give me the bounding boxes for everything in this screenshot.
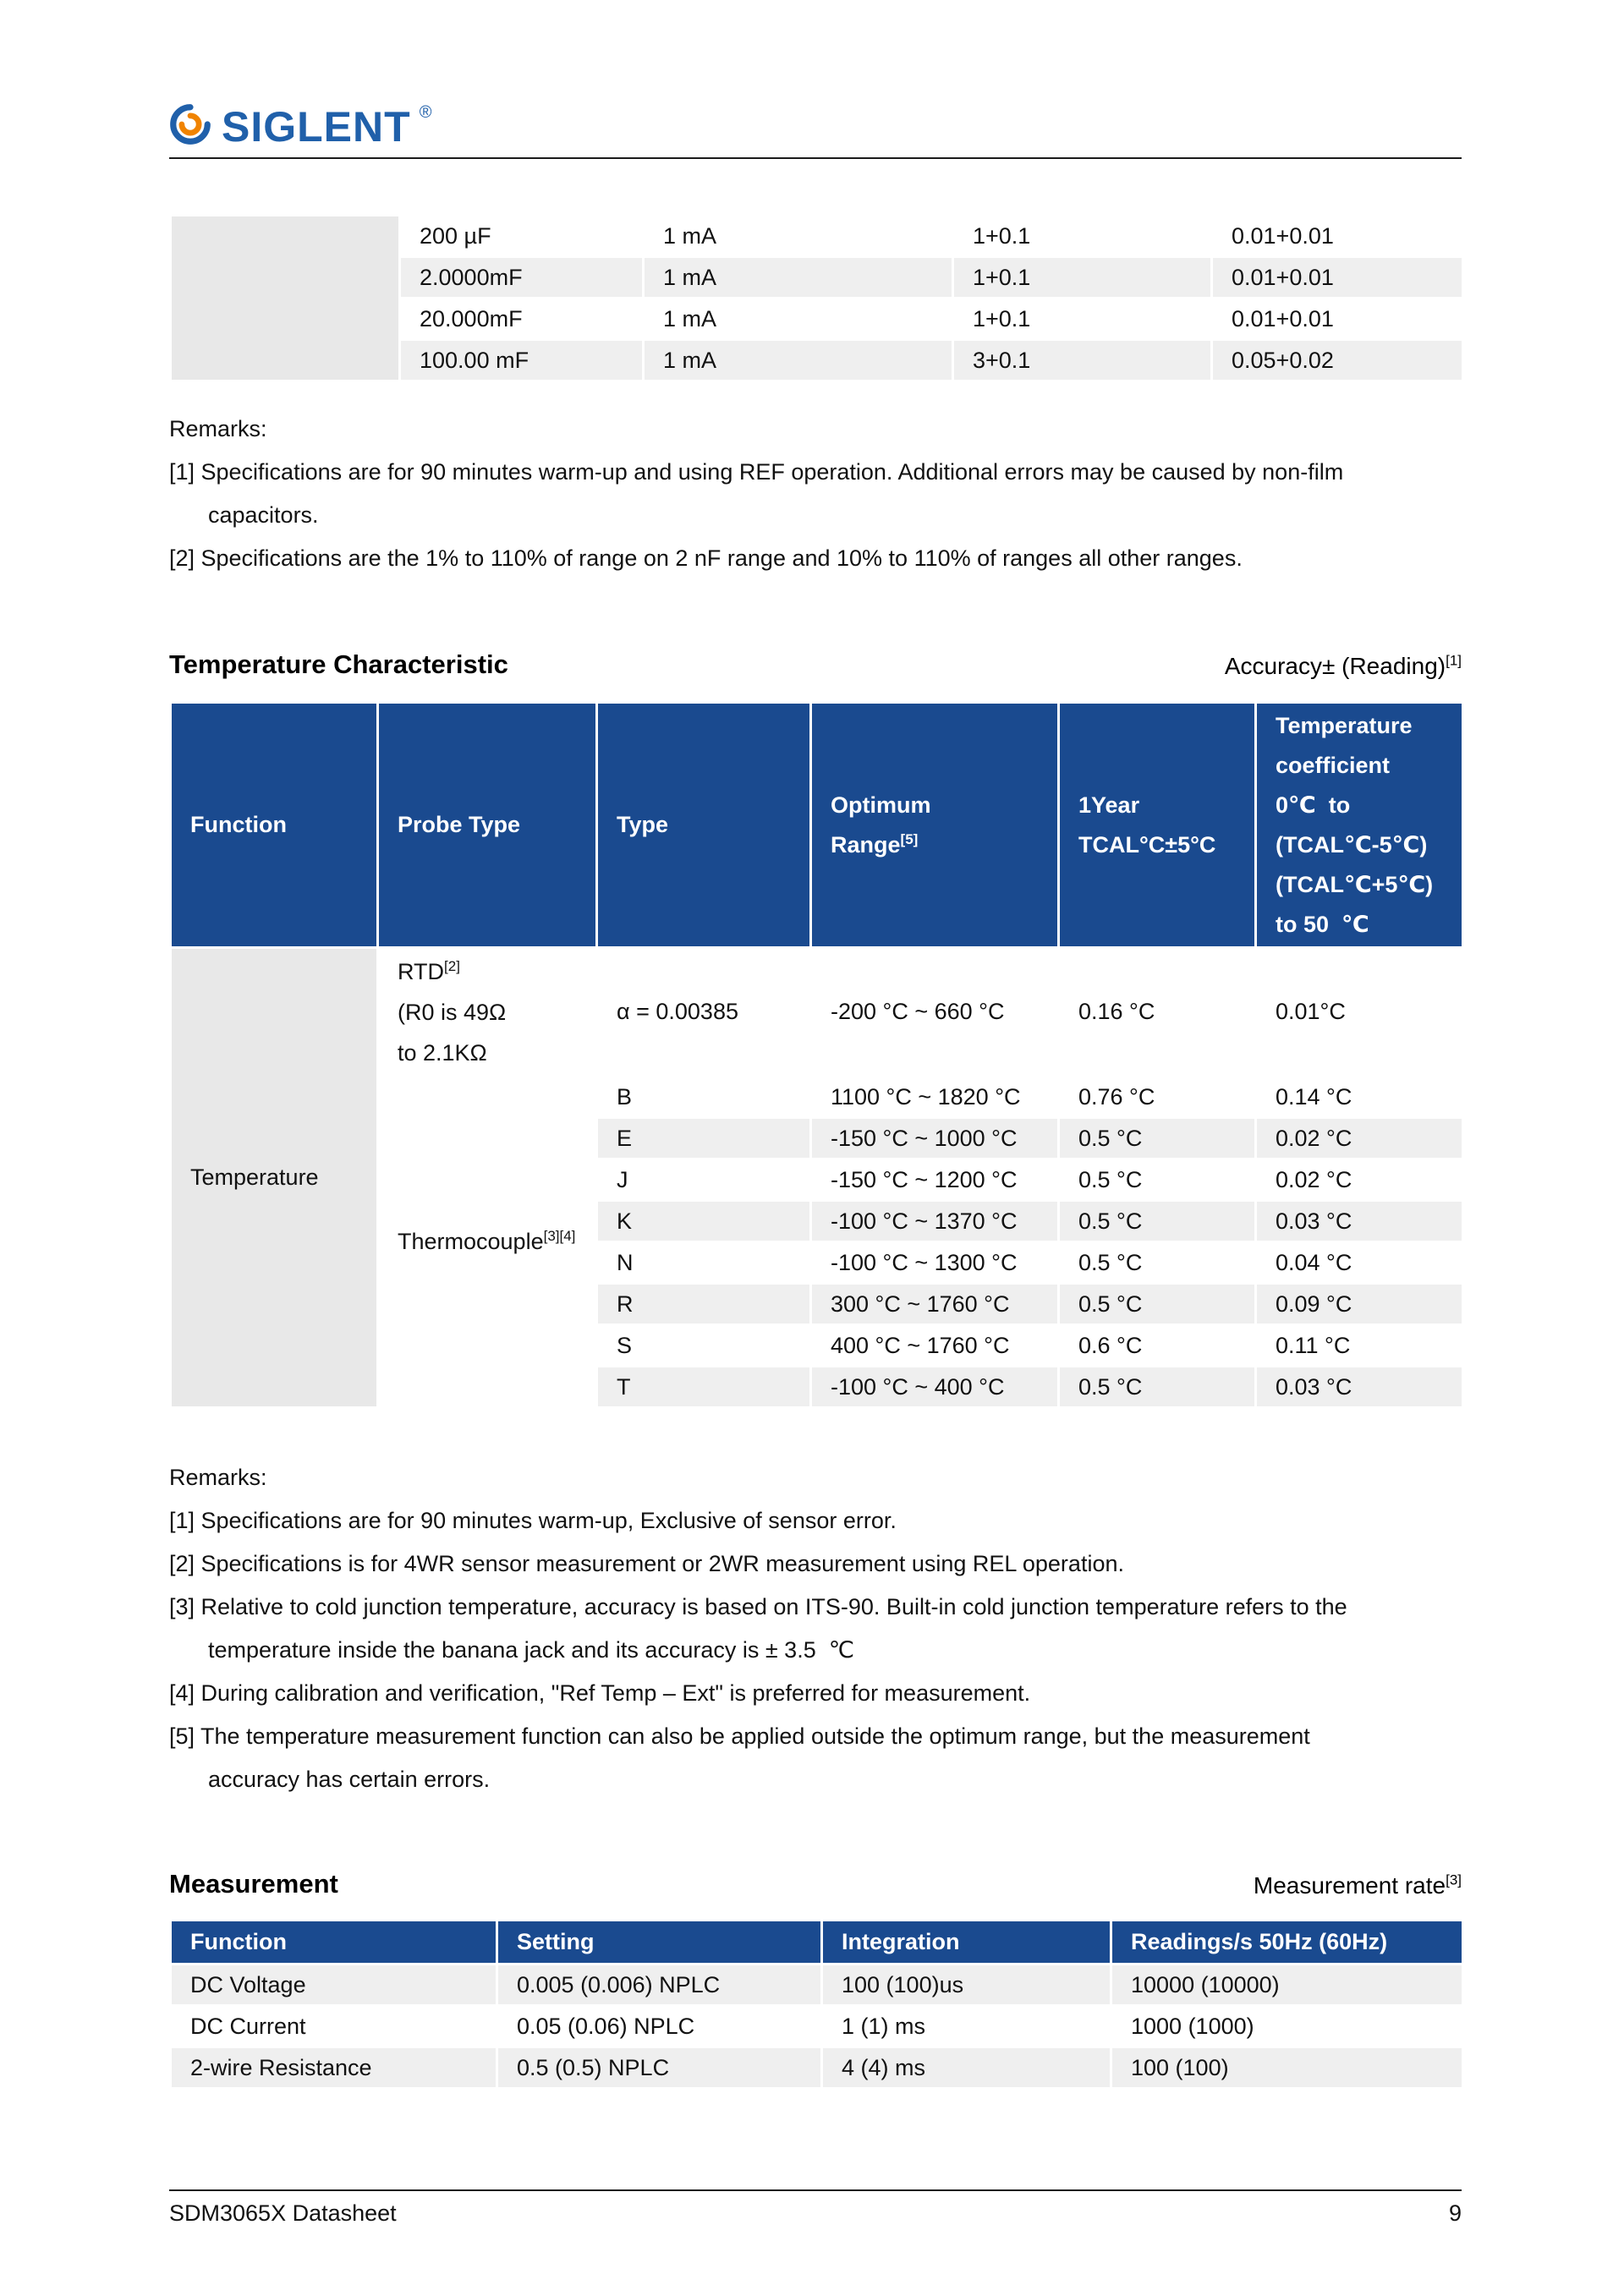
remark-line: [4] During calibration and verification, "Ref Temp – Ext" is preferred for measurement. <box>169 1680 1031 1706</box>
col-header-type: Type <box>597 703 811 948</box>
function-cell: 2-wire Resistance <box>171 2047 497 2089</box>
section-title: Temperature Characteristic <box>169 649 508 679</box>
optimum-range-cell: 400 °C ~ 1760 °C <box>811 1325 1059 1367</box>
footer-rule <box>169 2189 1462 2191</box>
type-cell: S <box>597 1325 811 1367</box>
header-line: to 50 ℃ <box>1276 911 1369 937</box>
col-header-1year-accuracy <box>1059 703 1256 948</box>
col-header-integration: Integration <box>822 1921 1111 1964</box>
remark-line: [1] Specifications are for 90 minutes warm-up, Exclusive of sensor error. <box>169 1508 897 1533</box>
function-cell: DC Current <box>171 2006 497 2047</box>
temp-coef-cell: 0.09 °C <box>1256 1284 1463 1325</box>
table-row <box>171 216 1463 257</box>
setting-cell: 0.005 (0.006) NPLC <box>497 1964 822 2006</box>
remark-line: [5] The temperature measurement function can also be applied outside the optimum range, but the measurement <box>169 1723 1310 1749</box>
readings-cell: 100 (100) <box>1111 2047 1463 2089</box>
accuracy-cell: 1+0.1 <box>953 299 1212 340</box>
temp-coef-cell: 0.02 °C <box>1256 1118 1463 1159</box>
optimum-range-cell: 1100 °C ~ 1820 °C <box>811 1077 1059 1118</box>
footnote-ref: [5] <box>900 830 919 847</box>
accuracy-cell: 1+0.1 <box>953 257 1212 299</box>
capacitance-spec-table <box>169 214 1464 382</box>
function-cell: DC Voltage <box>171 1964 497 2006</box>
probe-name: RTD <box>398 958 445 984</box>
col-header-optimum-range <box>811 703 1059 948</box>
type-cell: K <box>597 1201 811 1242</box>
temp-coef-cell: 0.01+0.01 <box>1212 216 1463 257</box>
col-header-temp-coefficient <box>1256 703 1463 948</box>
temp-coef-cell: 0.03 °C <box>1256 1201 1463 1242</box>
remark-line: capacitors. <box>208 502 319 528</box>
footnote-ref: [3] <box>1446 1871 1462 1888</box>
setting-cell: 0.5 (0.5) NPLC <box>497 2047 822 2089</box>
type-cell: J <box>597 1159 811 1201</box>
footnote-ref: [1] <box>1446 652 1462 669</box>
header-line: TCAL°C±5°C <box>1078 831 1216 858</box>
header-line-text: Range <box>831 831 901 858</box>
range-cell: 200 µF <box>400 216 644 257</box>
remark-line: accuracy has certain errors. <box>208 1767 491 1792</box>
setting-cell: 0.05 (0.06) NPLC <box>497 2006 822 2047</box>
col-header-setting: Setting <box>497 1921 822 1964</box>
table-row-rtd <box>171 948 1463 1077</box>
test-current-cell: 1 mA <box>644 216 953 257</box>
header-rule <box>169 157 1462 159</box>
siglent-swirl-icon <box>167 101 213 151</box>
temp-coef-cell: 0.03 °C <box>1256 1367 1463 1408</box>
temp-coef-cell: 0.11 °C <box>1256 1325 1463 1367</box>
accuracy-note <box>1225 653 1462 680</box>
header-line: (TCAL℃-5℃) <box>1276 831 1428 858</box>
remarks-title: Remarks: <box>169 1465 267 1490</box>
optimum-range-cell: -200 °C ~ 660 °C <box>811 948 1059 1077</box>
range-cell: 100.00 mF <box>400 340 644 381</box>
col-header-probe-type: Probe Type <box>378 703 597 948</box>
optimum-range-cell: -100 °C ~ 1370 °C <box>811 1201 1059 1242</box>
footer-document-title: SDM3065X Datasheet <box>169 2200 397 2226</box>
table-row <box>171 2047 1463 2089</box>
probe-name: Thermocouple <box>398 1229 544 1254</box>
test-current-cell: 1 mA <box>644 340 953 381</box>
temp-coef-cell: 0.01°C <box>1256 948 1463 1077</box>
range-cell: 20.000mF <box>400 299 644 340</box>
remark-line: [3] Relative to cold junction temperature, accuracy is based on ITS-90. Built-in cold junction temperature refers to the <box>169 1594 1347 1619</box>
table-row <box>171 2006 1463 2047</box>
temp-coef-cell: 0.01+0.01 <box>1212 257 1463 299</box>
accuracy-cell: 0.16 °C <box>1059 948 1256 1077</box>
temperature-characteristic-table <box>169 701 1464 1409</box>
registered-trademark-mark: ® <box>419 103 432 122</box>
header-line: Temperature <box>1276 712 1413 738</box>
header-line: coefficient <box>1276 752 1391 778</box>
integration-cell: 100 (100)us <box>822 1964 1111 2006</box>
header-line: 0℃ to <box>1276 792 1351 818</box>
remark-line: [1] Specifications are for 90 minutes warm-up and using REF operation. Additional errors may be caused by non-film <box>169 459 1344 485</box>
optimum-range-cell: -150 °C ~ 1200 °C <box>811 1159 1059 1201</box>
remark-line: [2] Specifications is for 4WR sensor measurement or 2WR measurement using REL operation. <box>169 1551 1124 1576</box>
col-header-readings: Readings/s 50Hz (60Hz) <box>1111 1921 1463 1964</box>
footnote-ref: [3][4] <box>543 1228 576 1244</box>
temperature-remarks <box>169 1456 1565 1801</box>
footer-page-number: 9 <box>1448 2200 1462 2226</box>
readings-cell: 10000 (10000) <box>1111 1964 1463 2006</box>
measurement-rate-table <box>169 1919 1464 2090</box>
accuracy-cell: 0.5 °C <box>1059 1284 1256 1325</box>
accuracy-cell: 0.5 °C <box>1059 1201 1256 1242</box>
temp-coef-cell: 0.04 °C <box>1256 1242 1463 1284</box>
optimum-range-cell: -150 °C ~ 1000 °C <box>811 1118 1059 1159</box>
accuracy-cell: 0.5 °C <box>1059 1367 1256 1408</box>
function-cell: Temperature <box>171 948 378 1408</box>
table-header-row <box>171 1921 1463 1964</box>
optimum-range-cell: 300 °C ~ 1760 °C <box>811 1284 1059 1325</box>
test-current-cell: 1 mA <box>644 299 953 340</box>
siglent-logo-text: SIGLENT <box>222 102 411 151</box>
optimum-range-cell: -100 °C ~ 400 °C <box>811 1367 1059 1408</box>
col-header-function: Function <box>171 703 378 948</box>
accuracy-note-text: Accuracy± (Reading) <box>1224 653 1446 679</box>
accuracy-cell: 0.5 °C <box>1059 1242 1256 1284</box>
temp-coef-cell: 0.14 °C <box>1256 1077 1463 1118</box>
header-line: Optimum <box>831 792 931 818</box>
table-row <box>171 1964 1463 2006</box>
accuracy-cell: 3+0.1 <box>953 340 1212 381</box>
readings-cell: 1000 (1000) <box>1111 2006 1463 2047</box>
probe-line: to 2.1KΩ <box>398 1039 487 1066</box>
integration-cell: 4 (4) ms <box>822 2047 1111 2089</box>
accuracy-cell: 0.5 °C <box>1059 1118 1256 1159</box>
section-title: Measurement <box>169 1869 338 1899</box>
col-header-function: Function <box>171 1921 497 1964</box>
remarks-title: Remarks: <box>169 416 267 441</box>
measurement-section-heading <box>169 1869 1462 1899</box>
page-footer <box>169 2200 1462 2227</box>
integration-cell: 1 (1) ms <box>822 2006 1111 2047</box>
siglent-logo <box>167 101 431 151</box>
remark-line: [2] Specifications are the 1% to 110% of range on 2 nF range and 10% to 110% of ranges all other ranges. <box>169 545 1243 571</box>
probe-type-cell-thermocouple <box>378 1077 597 1408</box>
type-cell: R <box>597 1284 811 1325</box>
accuracy-cell: 0.6 °C <box>1059 1325 1256 1367</box>
type-cell: N <box>597 1242 811 1284</box>
accuracy-cell: 0.5 °C <box>1059 1159 1256 1201</box>
temperature-section-heading <box>169 649 1462 680</box>
table-header-row <box>171 703 1463 948</box>
footnote-ref: [2] <box>444 957 460 974</box>
temp-coef-cell: 0.05+0.02 <box>1212 340 1463 381</box>
rate-note-text: Measurement rate <box>1253 1872 1446 1899</box>
function-cell-continued <box>171 216 400 381</box>
type-cell: E <box>597 1118 811 1159</box>
remark-line: temperature inside the banana jack and its accuracy is ± 3.5 ℃ <box>208 1637 855 1663</box>
type-cell: T <box>597 1367 811 1408</box>
test-current-cell: 1 mA <box>644 257 953 299</box>
accuracy-cell: 0.76 °C <box>1059 1077 1256 1118</box>
header-line: (TCAL℃+5℃) <box>1276 871 1434 897</box>
measurement-rate-note <box>1254 1872 1462 1899</box>
probe-line: (R0 is 49Ω <box>398 999 507 1025</box>
header-line: 1Year <box>1078 792 1140 818</box>
type-cell: B <box>597 1077 811 1118</box>
optimum-range-cell: -100 °C ~ 1300 °C <box>811 1242 1059 1284</box>
probe-type-cell-rtd <box>378 948 597 1077</box>
probe-line <box>398 951 589 992</box>
range-cell: 2.0000mF <box>400 257 644 299</box>
temp-coef-cell: 0.02 °C <box>1256 1159 1463 1201</box>
type-cell: α = 0.00385 <box>597 948 811 1077</box>
accuracy-cell: 1+0.1 <box>953 216 1212 257</box>
temp-coef-cell: 0.01+0.01 <box>1212 299 1463 340</box>
header-line <box>831 825 1051 865</box>
capacitance-remarks <box>169 408 1565 580</box>
